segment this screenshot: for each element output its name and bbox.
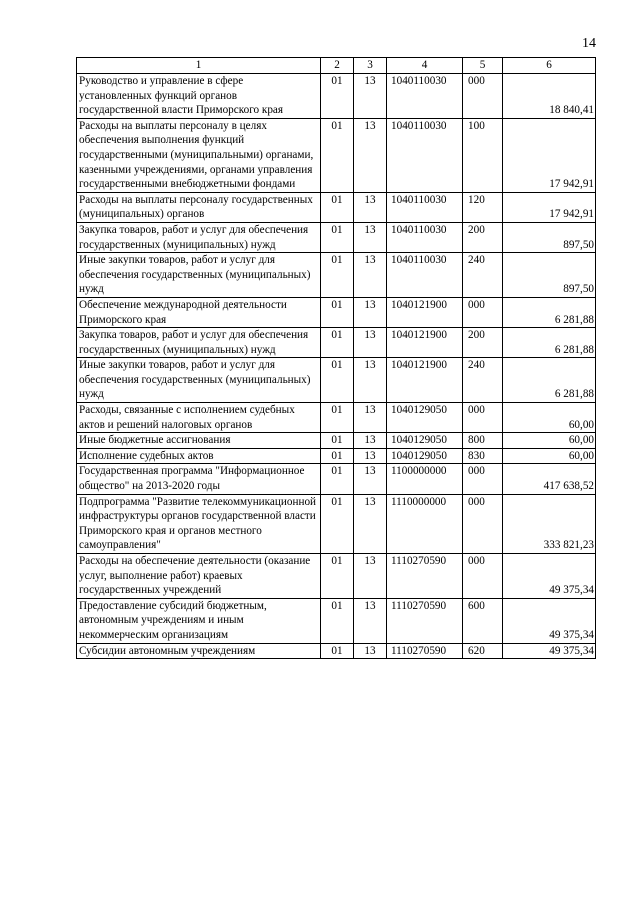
target-article-code: 1040129050 (387, 433, 463, 449)
table-row (77, 253, 596, 298)
table-row (77, 433, 596, 449)
subsection-code: 13 (354, 192, 387, 222)
expense-type-code: 000 (463, 494, 503, 553)
expense-name: Подпрограмма "Развитие телекоммуникационной инфраструктуры органов государственной власти Приморского края и органов местного самоуправления" (77, 494, 321, 553)
expense-type-code: 000 (463, 554, 503, 599)
expense-type-code: 200 (463, 328, 503, 358)
expense-type-code: 000 (463, 403, 503, 433)
subsection-code: 13 (354, 433, 387, 449)
expense-type-code: 240 (463, 358, 503, 403)
section-code: 01 (321, 598, 354, 643)
amount: 897,50 (503, 222, 596, 252)
table-row (77, 222, 596, 252)
section-code: 01 (321, 118, 354, 192)
expense-name: Государственная программа "Информационное общество" на 2013-2020 годы (77, 464, 321, 494)
target-article-code: 1040110030 (387, 192, 463, 222)
subsection-code: 13 (354, 297, 387, 327)
expense-type-code: 200 (463, 222, 503, 252)
amount: 49 375,34 (503, 554, 596, 599)
table-row (77, 74, 596, 119)
subsection-code: 13 (354, 554, 387, 599)
amount: 17 942,91 (503, 192, 596, 222)
expense-type-code: 100 (463, 118, 503, 192)
target-article-code: 1110000000 (387, 494, 463, 553)
table-header-row (77, 58, 596, 74)
expense-type-code: 120 (463, 192, 503, 222)
section-code: 01 (321, 448, 354, 464)
expense-type-code: 000 (463, 74, 503, 119)
table-row (77, 403, 596, 433)
expense-name: Расходы на выплаты персоналу в целях обеспечения выполнения функций государственными (муниципальными) органами, казенными учреждениями, органами управления государственными внебюджетными фондами (77, 118, 321, 192)
amount: 6 281,88 (503, 358, 596, 403)
header-cell: 4 (387, 58, 463, 74)
expense-name: Предоставление субсидий бюджетным, автономным учреждениям и иным некоммерческим организациям (77, 598, 321, 643)
subsection-code: 13 (354, 643, 387, 659)
amount: 6 281,88 (503, 297, 596, 327)
expense-name: Субсидии автономным учреждениям (77, 643, 321, 659)
subsection-code: 13 (354, 403, 387, 433)
table-row (77, 358, 596, 403)
subsection-code: 13 (354, 74, 387, 119)
target-article-code: 1110270590 (387, 598, 463, 643)
section-code: 01 (321, 328, 354, 358)
amount: 18 840,41 (503, 74, 596, 119)
expense-name: Расходы на выплаты персоналу государственных (муниципальных) органов (77, 192, 321, 222)
section-code: 01 (321, 358, 354, 403)
target-article-code: 1040110030 (387, 74, 463, 119)
target-article-code: 1040110030 (387, 222, 463, 252)
amount: 49 375,34 (503, 643, 596, 659)
section-code: 01 (321, 253, 354, 298)
table-row (77, 494, 596, 553)
table-row (77, 643, 596, 659)
section-code: 01 (321, 433, 354, 449)
subsection-code: 13 (354, 598, 387, 643)
amount: 333 821,23 (503, 494, 596, 553)
section-code: 01 (321, 222, 354, 252)
expense-type-code: 620 (463, 643, 503, 659)
header-cell: 2 (321, 58, 354, 74)
budget-table (76, 57, 596, 659)
page-number: 14 (582, 36, 596, 51)
target-article-code: 1040110030 (387, 118, 463, 192)
target-article-code: 1100000000 (387, 464, 463, 494)
expense-name: Закупка товаров, работ и услуг для обеспечения государственных (муниципальных) нужд (77, 222, 321, 252)
subsection-code: 13 (354, 464, 387, 494)
header-cell: 1 (77, 58, 321, 74)
expense-name: Обеспечение международной деятельности Приморского края (77, 297, 321, 327)
expense-type-code: 830 (463, 448, 503, 464)
subsection-code: 13 (354, 494, 387, 553)
section-code: 01 (321, 643, 354, 659)
table-row (77, 464, 596, 494)
target-article-code: 1110270590 (387, 554, 463, 599)
amount: 60,00 (503, 433, 596, 449)
subsection-code: 13 (354, 328, 387, 358)
expense-type-code: 800 (463, 433, 503, 449)
table-row (77, 598, 596, 643)
expense-name: Иные закупки товаров, работ и услуг для обеспечения государственных (муниципальных) нужд (77, 253, 321, 298)
section-code: 01 (321, 494, 354, 553)
section-code: 01 (321, 464, 354, 494)
target-article-code: 1040129050 (387, 403, 463, 433)
target-article-code: 1040121900 (387, 328, 463, 358)
amount: 17 942,91 (503, 118, 596, 192)
subsection-code: 13 (354, 222, 387, 252)
table-row (77, 192, 596, 222)
amount: 417 638,52 (503, 464, 596, 494)
subsection-code: 13 (354, 358, 387, 403)
table-row (77, 118, 596, 192)
expense-name: Закупка товаров, работ и услуг для обеспечения государственных (муниципальных) нужд (77, 328, 321, 358)
target-article-code: 1110270590 (387, 643, 463, 659)
header-cell: 3 (354, 58, 387, 74)
subsection-code: 13 (354, 118, 387, 192)
section-code: 01 (321, 74, 354, 119)
amount: 60,00 (503, 448, 596, 464)
amount: 6 281,88 (503, 328, 596, 358)
expense-name: Руководство и управление в сфере установленных функций органов государственной власти Приморского края (77, 74, 321, 119)
table-row (77, 297, 596, 327)
expense-type-code: 240 (463, 253, 503, 298)
subsection-code: 13 (354, 448, 387, 464)
amount: 49 375,34 (503, 598, 596, 643)
expense-name: Исполнение судебных актов (77, 448, 321, 464)
target-article-code: 1040121900 (387, 297, 463, 327)
section-code: 01 (321, 554, 354, 599)
expense-name: Иные закупки товаров, работ и услуг для обеспечения государственных (муниципальных) нужд (77, 358, 321, 403)
header-cell: 5 (463, 58, 503, 74)
section-code: 01 (321, 192, 354, 222)
target-article-code: 1040110030 (387, 253, 463, 298)
table-row (77, 328, 596, 358)
subsection-code: 13 (354, 253, 387, 298)
target-article-code: 1040121900 (387, 358, 463, 403)
expense-type-code: 600 (463, 598, 503, 643)
amount: 897,50 (503, 253, 596, 298)
amount: 60,00 (503, 403, 596, 433)
section-code: 01 (321, 297, 354, 327)
expense-name: Расходы на обеспечение деятельности (оказание услуг, выполнение работ) краевых государственных учреждений (77, 554, 321, 599)
section-code: 01 (321, 403, 354, 433)
target-article-code: 1040129050 (387, 448, 463, 464)
expense-name: Иные бюджетные ассигнования (77, 433, 321, 449)
expense-name: Расходы, связанные с исполнением судебных актов и решений налоговых органов (77, 403, 321, 433)
expense-type-code: 000 (463, 464, 503, 494)
table-row (77, 448, 596, 464)
expense-type-code: 000 (463, 297, 503, 327)
header-cell: 6 (503, 58, 596, 74)
table-row (77, 554, 596, 599)
